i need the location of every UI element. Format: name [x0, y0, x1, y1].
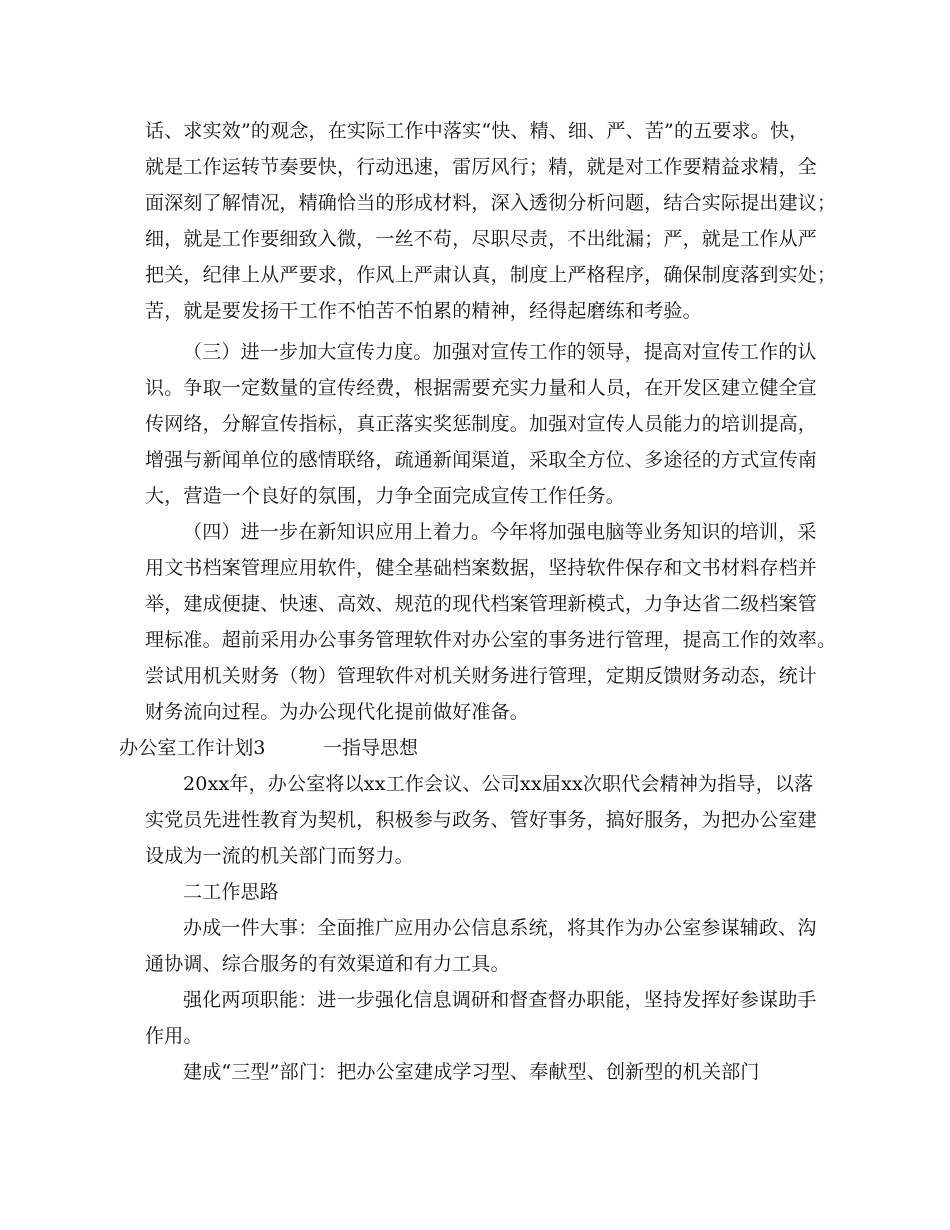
- section-title: 办公室工作计划3: [119, 737, 266, 759]
- text-line: 用文书档案管理应用软件，健全基础档案数据，坚持软件保存和文书材料存档并: [145, 557, 818, 579]
- text-line: 通协调、综合服务的有效渠道和有力工具。: [145, 953, 510, 975]
- text-line: 增强与新闻单位的感情联络，疏通新闻渠道，采取全方位、多途径的方式宣传南: [145, 449, 818, 471]
- text-line: 尝试用机关财务（物）管理软件对机关财务进行管理，定期反馈财务动态，统计: [145, 665, 818, 687]
- section-subtitle: 一指导思想: [323, 737, 419, 759]
- text-line: 建成“三型”部门：把办公室建成学习型、奉献型、创新型的机关部门: [183, 1061, 760, 1083]
- text-line: 就是工作运转节奏要快，行动迅速，雷厉风行；精，就是对工作要精益求精，全: [145, 156, 818, 178]
- text-line: 设成为一流的机关部门而努力。: [145, 845, 414, 867]
- text-line: （四）进一步在新知识应用上着力。今年将加强电脑等业务知识的培训，采: [183, 521, 817, 543]
- text-line: 理标准。超前采用办公事务管理软件对办公室的事务进行管理，提高工作的效率。: [145, 629, 837, 651]
- text-line: 苦，就是要发扬干工作不怕苦不怕累的精神，经得起磨练和考验。: [145, 300, 702, 322]
- text-line: 20xx年，办公室将以xx工作会议、公司xx届xx次职代会精神为指导，以落: [183, 773, 814, 795]
- text-line: 传网络，分解宣传指标，真正落实奖惩制度。加强对宣传人员能力的培训提高，: [145, 413, 818, 435]
- heading-work-ideas: 二工作思路: [183, 881, 280, 903]
- text-line: 强化两项职能：进一步强化信息调研和督查督办职能，坚持发挥好参谋助手: [183, 989, 817, 1011]
- text-line: 财务流向过程。为办公现代化提前做好准备。: [145, 701, 530, 723]
- text-line: 话、求实效”的观念，在实际工作中落实“快、精、细、严、苦”的五要求。快，: [145, 120, 809, 142]
- text-line: 作用。: [145, 1025, 203, 1047]
- text-line: 细，就是工作要细致入微，一丝不苟，尽职尽责，不出纰漏；严，就是工作从严: [145, 228, 818, 250]
- text-line: 把关，纪律上从严要求，作风上严肃认真，制度上严格程序，确保制度落到实处；: [145, 264, 837, 286]
- text-line: 面深刻了解情况，精确恰当的形成材料，深入透彻分析问题，结合实际提出建议；: [145, 192, 837, 214]
- text-line: 实党员先进性教育为契机，积极参与政务、管好事务，搞好服务，为把办公室建: [145, 809, 818, 831]
- text-line: 举，建成便捷、快速、高效、规范的现代档案管理新模式，力争达省二级档案管: [145, 593, 818, 615]
- text-line: 大，营造一个良好的氛围，力争全面完成宣传工作任务。: [145, 485, 626, 507]
- text-line: （三）进一步加大宣传力度。加强对宣传工作的领导，提高对宣传工作的认: [183, 341, 817, 363]
- text-line: 识。争取一定数量的宣传经费，根据需要充实力量和人员，在开发区建立健全宣: [145, 377, 818, 399]
- text-line: 办成一件大事：全面推广应用办公信息系统，将其作为办公室参谋辅政、沟: [183, 917, 817, 939]
